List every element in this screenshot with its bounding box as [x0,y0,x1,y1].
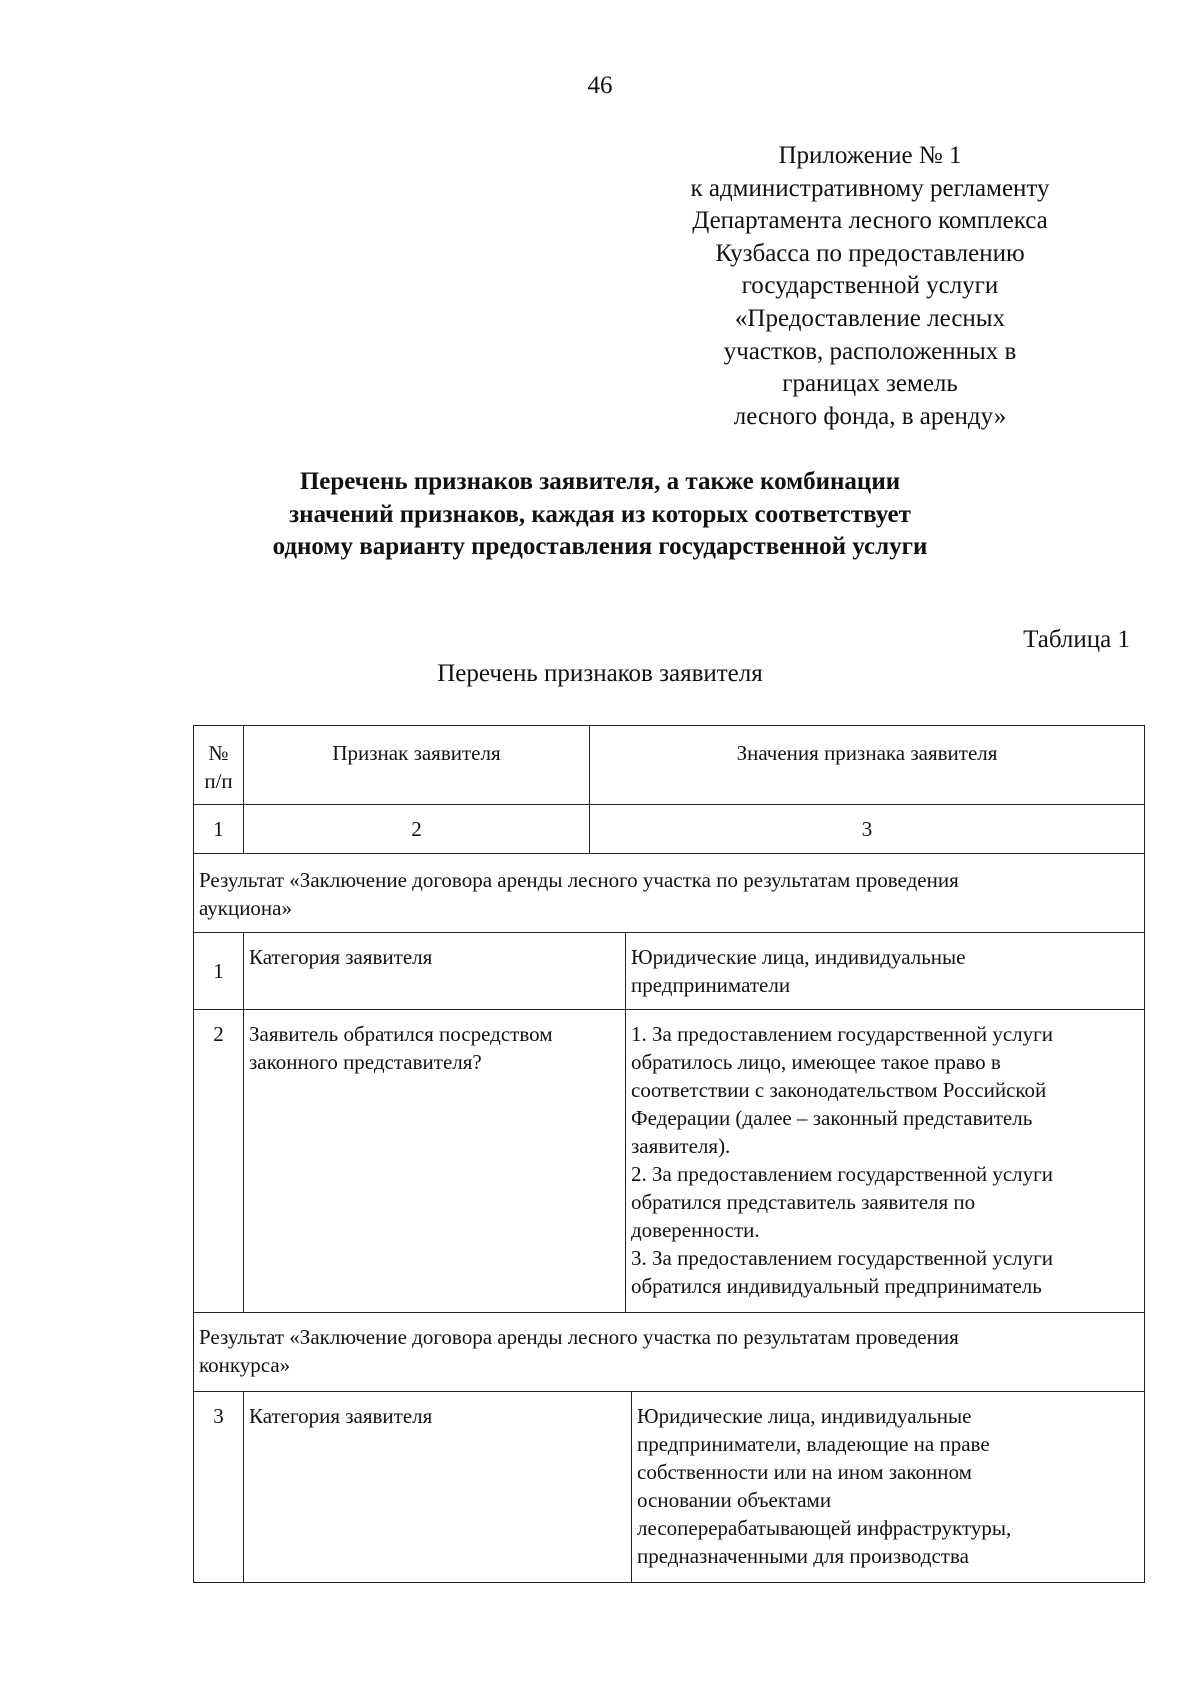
title-line: значений признаков, каждая из которых соответствует [289,500,911,528]
value-line: Федерации (далее – законный представитель [631,1106,1033,1130]
appendix-line: к административному регламенту [690,174,1050,202]
section-heading-contest [199,1323,1139,1379]
header-number-line: п/п [204,769,233,793]
section-line: Результат «Заключение договора аренды лесного участка по результатам проведения [199,868,959,892]
section-heading-auction [199,866,1139,922]
value-line: предназначенными для производства [637,1544,969,1568]
appendix-line: лесного фонда, в аренду» [733,402,1007,430]
table-border-left [193,725,194,1583]
appendix-line: Кузбасса по предоставлению [715,239,1025,267]
index-cell: 3 [861,817,873,841]
value-line: предприниматели, владеющие на праве [637,1432,990,1456]
appendix-line: государственной услуги [741,272,999,300]
row-attribute [249,1020,621,1076]
page-number: 46 [587,72,613,99]
row-number: 1 [213,959,224,983]
section-line: аукциона» [199,896,292,920]
row-values [631,1020,1141,1300]
value-line: Юридические лица, индивидуальные [631,945,966,969]
value-line: соответствии с законодательством Российской [631,1078,1047,1102]
section-line: Результат «Заключение договора аренды лесного участка по результатам проведения [199,1325,959,1349]
value-line: заявителя). [631,1134,731,1158]
appendix-line: «Предоставление лесных [734,304,1006,332]
value-line: основании объектами [637,1488,832,1512]
row-divider [193,1009,1145,1010]
attribute-line: Заявитель обратился посредством [249,1022,553,1046]
value-line: предприниматели [631,973,791,997]
value-line: 2. За предоставлением государственной услуги [631,1162,1053,1186]
row-values [631,943,1141,999]
row-divider [193,1312,1145,1313]
column-divider [243,932,244,1312]
appendix-line: участков, расположенных в [723,337,1017,365]
appendix-line: Приложение № 1 [778,142,962,169]
header-number-line: № [208,741,229,765]
title-line: Перечень признаков заявителя, а также комбинации [299,468,901,495]
index-cell: 2 [411,817,422,841]
table-border-right [1144,725,1145,1583]
appendix-line: Департамента лесного комплекса [692,207,1048,235]
row-divider [193,932,1145,933]
value-line: лесоперерабатывающей инфраструктуры, [637,1516,1012,1540]
appendix-line: границах земель [782,370,958,398]
header-attribute-cell: Признак заявителя [332,741,501,765]
table-border-bottom [193,1582,1145,1583]
value-line: обратился индивидуальный предприниматель [631,1274,1042,1298]
title-line: одному варианту предоставления государственной услуги [272,533,928,560]
value-line: Юридические лица, индивидуальные [637,1404,972,1428]
header-values-cell: Значения признака заявителя [736,741,998,765]
row-attribute: Категория заявителя [249,1404,433,1428]
index-cell: 1 [213,817,224,841]
appendix-heading [620,140,1120,433]
row-number: 3 [213,1404,224,1428]
row-divider [193,804,1145,805]
row-values [637,1402,1141,1570]
value-line: обратилось лицо, имеющее такое право в [631,1050,1001,1074]
row-divider [193,853,1145,854]
section-line: конкурса» [199,1353,291,1377]
value-line: обратился представитель заявителя по [631,1190,976,1214]
table-label: Таблица 1 [1023,626,1130,653]
column-divider [631,1391,632,1582]
value-line: доверенности. [631,1218,760,1242]
column-divider [243,1391,244,1582]
column-divider [625,932,626,1312]
row-attribute: Категория заявителя [249,945,433,969]
table-caption: Перечень признаков заявителя [437,660,763,687]
row-number: 2 [213,1022,224,1046]
value-line: 3. За предоставлением государственной услуги [631,1246,1053,1270]
header-number-cell [194,739,243,795]
value-line: собственности или на ином законном [637,1460,972,1484]
table-border-top [193,725,1145,726]
attribute-line: законного представителя? [249,1050,482,1074]
document-title [0,466,1200,564]
row-divider [193,1391,1145,1392]
value-line: 1. За предоставлением государственной услуги [631,1022,1053,1046]
